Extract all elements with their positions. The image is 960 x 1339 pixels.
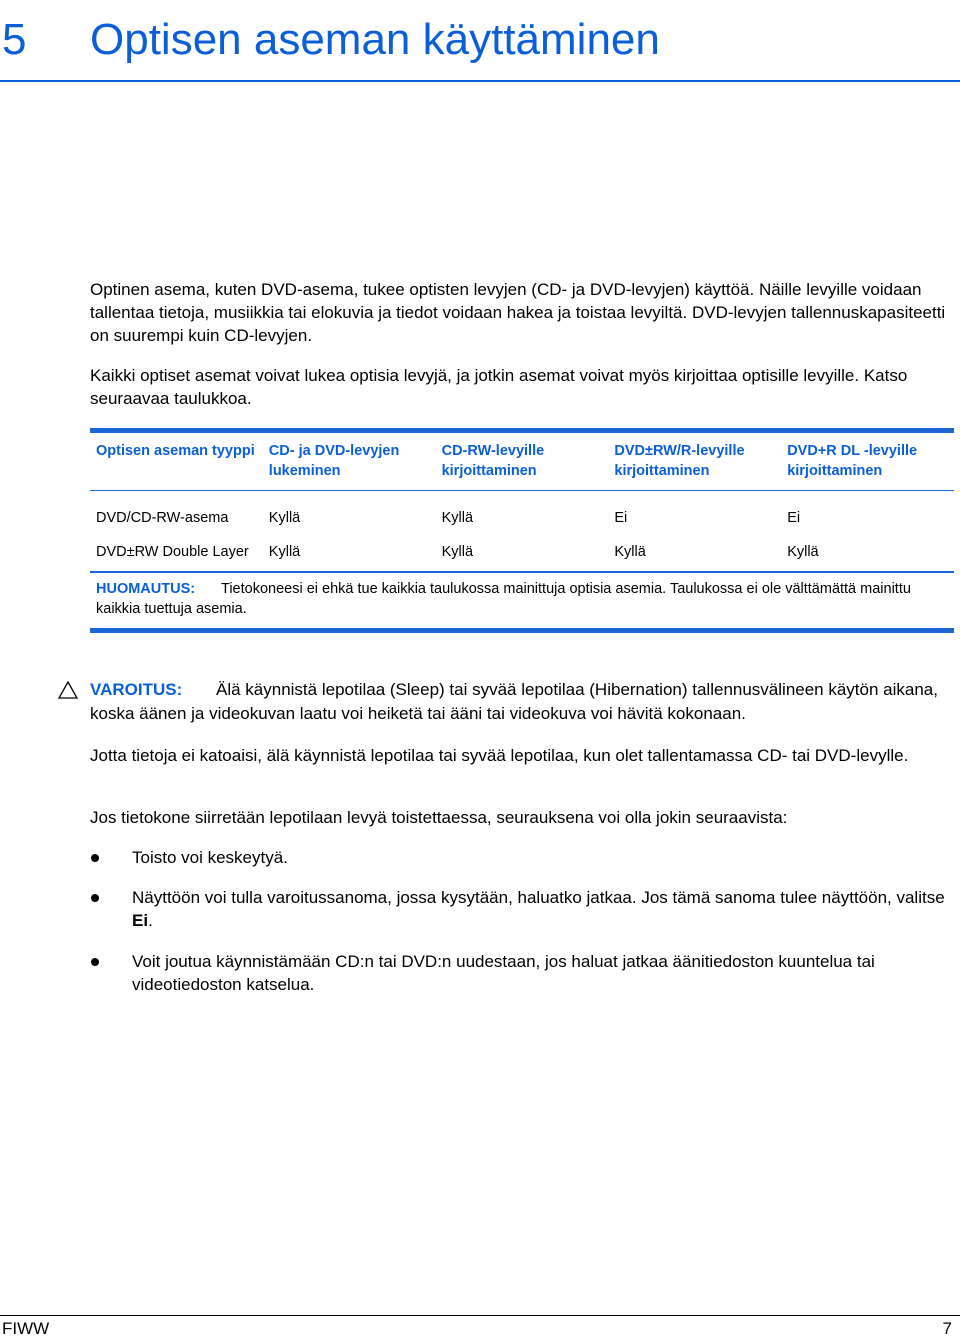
data-loss-paragraph: Jotta tietoja ei katoaisi, älä käynnistä lepotilaa tai syvää lepotilaa, kun olet tallentamassa CD- tai DVD-levylle.: [90, 746, 909, 765]
list-item-text: Toisto voi keskeytyä.: [132, 848, 288, 867]
bullet-icon: [91, 958, 99, 966]
page-number: 7: [942, 1319, 952, 1338]
list-item: [90, 950, 958, 996]
caution-text: Älä käynnistä lepotilaa (Sleep) tai syvää lepotilaa (Hibernation) tallennusvälineen käytön aikana, koska äänen ja videokuvan laatu voi heiketä tai ääni tai videokuva voi hävitä kokonaan.: [90, 680, 938, 723]
chapter-title: [0, 10, 660, 70]
table-note: [90, 573, 954, 628]
table-cell: Kyllä: [787, 544, 819, 560]
header-write-dvd-rw-r: DVD±RW/R-levyille kirjoittaminen: [614, 443, 745, 479]
table-bottom-rule: [90, 628, 954, 633]
note-text: Tietokoneesi ei ehkä tue kaikkia taulukossa mainittuja optisia asemia. Taulukossa ei ole välttämättä mainittu kaikkia tuettuja asemia.: [96, 581, 911, 617]
table-header-row: [90, 433, 954, 491]
note-label: HUOMAUTUS:: [96, 581, 196, 597]
table-cell: Ei: [787, 510, 801, 526]
table-cell: Kyllä: [441, 544, 474, 560]
header-write-dvd-r-dl: DVD+R DL -levyille kirjoittaminen: [787, 443, 918, 479]
sleep-consequences-paragraph: Jos tietokone siirretään lepotilaan levyä toistettaessa, seurauksena voi olla jokin seuraavista:: [90, 808, 788, 827]
table-cell: Kyllä: [614, 544, 646, 560]
header-read-cd-dvd: CD- ja DVD-levyjen lukeminen: [268, 443, 400, 479]
list-item-text-end: .: [148, 911, 153, 930]
table-cell: DVD±RW Double Layer: [96, 544, 249, 560]
table-cell: Kyllä: [441, 510, 474, 526]
chapter-title-rule: [0, 80, 960, 82]
bullet-icon: [91, 854, 99, 862]
header-drive-type: Optisen aseman tyyppi: [96, 443, 255, 459]
optical-drive-table: [90, 428, 954, 633]
table-cell: Ei: [614, 510, 628, 526]
drive-capability-table: [90, 433, 954, 571]
consequence-list: [90, 846, 958, 996]
list-item: [90, 846, 958, 869]
caution-block: [90, 678, 958, 726]
list-item-emphasis: Ei: [132, 911, 149, 930]
table-row: [90, 535, 954, 571]
chapter-title-text: Optisen aseman käyttäminen: [90, 15, 660, 64]
table-row: [90, 491, 954, 536]
warning-triangle-icon: [58, 681, 78, 699]
chapter-number: 5: [2, 15, 27, 64]
caution-label: VAROITUS:: [90, 680, 183, 699]
header-write-cd-rw: CD-RW-levyille kirjoittaminen: [441, 443, 545, 479]
list-item: [90, 886, 958, 932]
bullet-icon: [91, 894, 99, 902]
table-cell: Kyllä: [268, 510, 301, 526]
footer-rule: [0, 1315, 960, 1316]
table-cell: DVD/CD-RW-asema: [96, 510, 229, 526]
intro-paragraph-2: Kaikki optiset asemat voivat lukea optisia levyjä, ja jotkin asemat voivat myös kirjoittaa optisille levyille. Katso seuraavaa taulukkoa.: [90, 366, 908, 408]
list-item-text: Voit joutua käynnistämään CD:n tai DVD:n uudestaan, jos haluat jatkaa äänitiedoston kuuntelua tai videotiedoston katselua.: [132, 952, 875, 994]
footer-label: FIWW: [2, 1319, 50, 1338]
table-cell: Kyllä: [268, 544, 301, 560]
intro-paragraph-1: Optinen asema, kuten DVD-asema, tukee optisten levyjen (CD- ja DVD-levyjen) käyttöä. Näille levyille voidaan tallentaa tietoja, musiikkia tai elokuvia ja tiedot voidaan hakea ja toistaa levyiltä. DVD-levyjen tallennuskapasiteetti on suurempi kuin CD-levyjen.: [90, 280, 946, 345]
list-item-text: Näyttöön voi tulla varoitussanoma, jossa kysytään, haluatko jatkaa. Jos tämä sanoma tulee näyttöön, valitse: [132, 888, 945, 907]
